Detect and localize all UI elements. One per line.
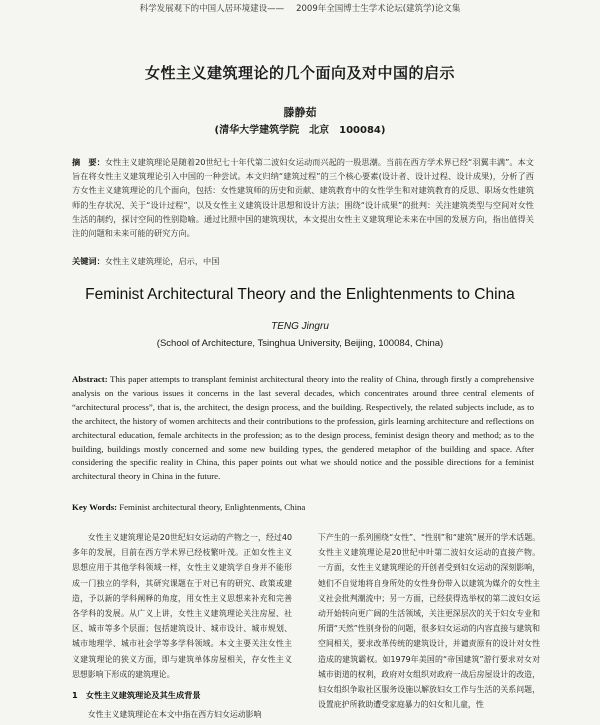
running-head: [0, 2, 600, 14]
affiliation-cn: (清华大学建筑学院 北京 100084): [214, 125, 386, 136]
affiliation-en: (School of Architecture, Tsinghua University, Beijing, 100084, China): [156, 338, 444, 349]
abstract-en-label: Abstract:: [72, 374, 108, 384]
author-cn: 滕静茹: [283, 106, 317, 119]
keywords-cn: [72, 256, 534, 267]
abstract-cn: [72, 155, 534, 240]
body-paragraph: 女性主义建筑理论是20世纪妇女运动的产物之一，经过40多年的发展，目前在西方学术界已经枝繁叶茂。正如女性主义思想应用于其他学科领域一样，女性主义建筑学自身并不能形成一门独立的学科，其研究课题在于对已有的研究、政策或建造，予以新的学科阐释的角度，用女性主义思想来补充和完善各学科的发展。从广义上讲，女性主义建筑理论关注房屋、社区、城市等多个层面；包括建筑设计、城市设计、城市规划、城市地理学、城市社会学等多学科领域。本文主要关注女性主义建筑理论的狭义方面，即与建筑单体房屋相关，存女性主义思想影响下形成的建筑理论。: [72, 533, 292, 679]
abstract-en-text: This paper attempts to transplant feminist architectural theory into the reality of China, through firstly a comprehensive analysis on the various issues it concerns in the last several decades, which concentrates around three central elements of “architectural process”, that is, the architect, the design process, and the building. Respectively, the related subjects include, as to the architect, the history of women architects and their contributions to the profession, girls learning architecture and reflections on architectural education, female architects in the profession; as to the design process, feminist design theory and method; as to the building, buildings mostly concerned and some new building types, the gendered metaphor of the building and space. After considering the specific reality in China, this paper points out what we should notice and the possible directions for a feminist architectural theory in China in the future.: [72, 374, 534, 482]
body-left-column: [72, 530, 292, 722]
section-heading: 1 女性主义建筑理论及其生成背景: [72, 690, 201, 701]
abstract-cn-label: 摘 要：: [72, 157, 105, 167]
running-head-left: 科学发展观下的中国人居环境建设——: [139, 4, 285, 14]
paper-title-cn: 女性主义建筑理论的几个面向及对中国的启示: [144, 64, 455, 82]
paper-title-en: Feminist Architectural Theory and the Enlightenments to China: [85, 286, 515, 303]
keywords-cn-text: 女性主义建筑理论，启示，中国: [104, 256, 220, 266]
abstract-cn-text: 女性主义建筑理论是随着20世纪七十年代第二波妇女运动而兴起的一股思潮。当前在西方学术界已经“羽翼丰满”。本文旨在将女性主义建筑理论引入中国的一种尝试。本文归纳“建筑过程”的三个核心要素(设计者、设计过程、设计成果)，分析了西方女性主义建筑理论的几个面向，包括：女性建筑师的历史和贡献、建筑教育中的女性学生和对建筑教育的反思、职场女性建筑师的生存状况、关于“设计过程”，以及女性主义建筑设计思想和设计方法；围绕“设计成果”的批判：关注建筑类型与空间对女性生活的制约，探讨空间的性别隐喻。通过比照中国的建筑现状，本文提出女性主义建筑理论未来在中国的发展方向，指出值得关注的问题和未来可能的研究方向。: [72, 157, 534, 239]
abstract-en: [72, 373, 534, 484]
body-right-column: [318, 530, 540, 712]
keywords-en-text: Feminist architectural theory, Enlightenments, China: [119, 502, 306, 512]
body-paragraph: 女性主义建筑理论在本文中指在西方妇女运动影响: [87, 710, 262, 720]
running-head-right: 2009年全国博士生学术论坛(建筑学)论文集: [296, 4, 461, 14]
body-paragraph: 下产生的一系列围绕“女性”、“性别”和“建筑”展开的学术话题。女性主义建筑理论是20世纪中叶第二波妇女运动的直接产物。一方面，女性主义建筑理论的开创者受到妇女运动的深刻影响，她们不自觉地将自身所处的女性身份带入以建筑为媒介的女性主义社会批判潮流中；另一方面，已经获得选举权的第二波妇女运动开始转向更广阔的生活领域，关注更深层次的关于妇女专业和所谓“天然”性别身份的问题，很多妇女运动的内容直接与建筑和空间相关，要求改革传统的建筑设计，并谴责原有的设计对女性造成的建筑霸权。如1979年美国的“帝国建筑”游行要求对女对城市街道的权利，政府对女组织对政府一战后房屋设计的改造，妇女组织争取社区服务设施以解放妇女工作与生活的关系问题，设置庇护所救助遭受家庭暴力的妇女和儿童，性: [318, 533, 540, 710]
keywords-en: [72, 502, 534, 512]
keywords-cn-label: 关键词：: [72, 256, 105, 266]
author-en: TENG Jingru: [271, 321, 329, 332]
keywords-en-label: Key Words:: [72, 502, 118, 512]
